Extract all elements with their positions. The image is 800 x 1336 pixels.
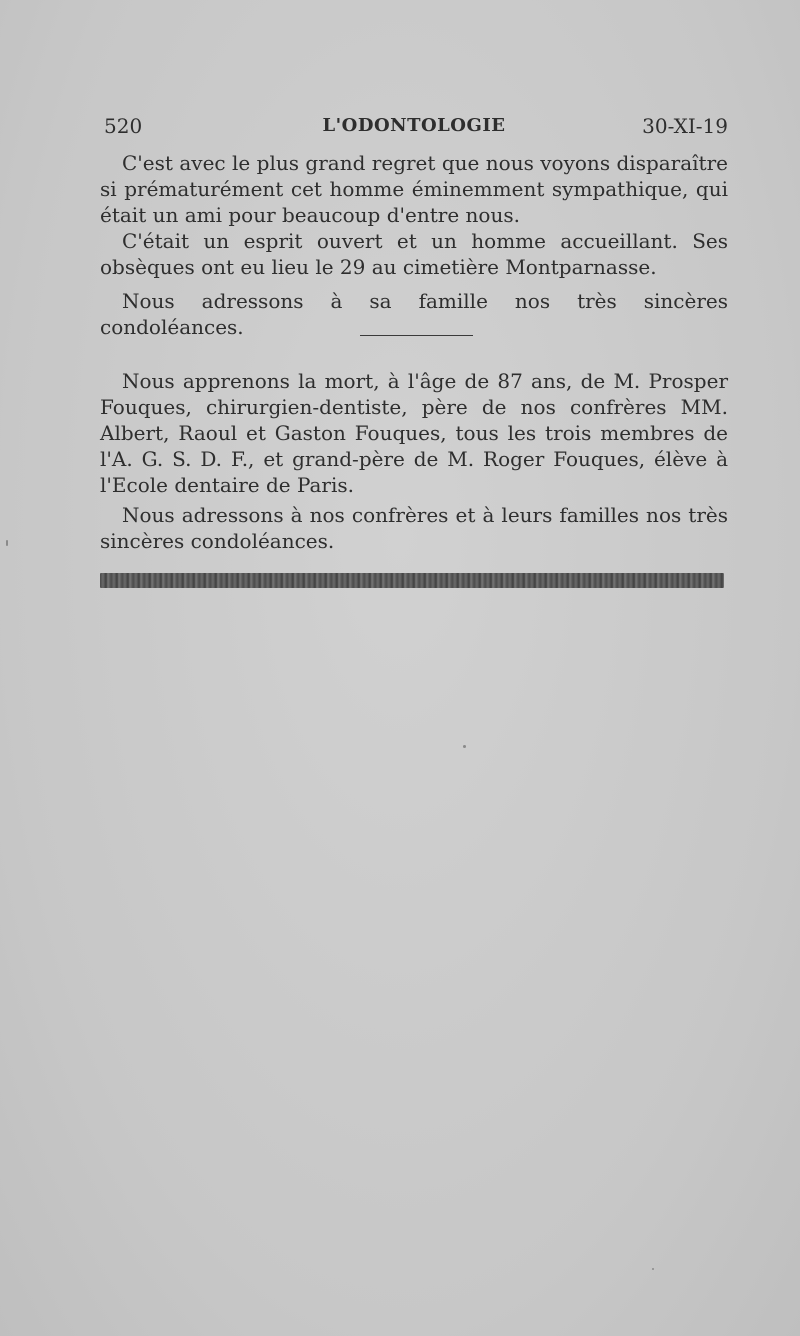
obituary-one <box>100 150 728 340</box>
section-separator-rule <box>360 335 473 336</box>
obituary-two <box>100 368 728 554</box>
paper-speck <box>652 1268 654 1270</box>
journal-title: L'ODONTOLOGIE <box>322 115 506 136</box>
ornamental-end-band <box>100 573 724 588</box>
paragraph: Nous adressons à sa famille nos très sincères condoléances. <box>100 289 728 339</box>
page-number: 520 <box>104 114 143 138</box>
paragraph: C'était un esprit ouvert et un homme accueillant. Ses obsèques ont eu lieu le 29 au cimetière Montparnasse. <box>100 229 728 279</box>
paragraph: C'est avec le plus grand regret que nous voyons disparaître si prématurément cet homme éminemment sympathique, qui était un ami pour beaucoup d'entre nous. <box>100 151 728 227</box>
paragraph: Nous apprenons la mort, à l'âge de 87 ans, de M. Prosper Fouques, chirurgien-dentiste, père de nos confrères MM. Albert, Raoul et Gaston Fouques, tous les trois membres de l'A. G. S. D. F., et grand-père de M. Roger Fouques, élève à l'Ecole dentaire de Paris. <box>100 369 728 497</box>
paper-speck <box>463 745 466 748</box>
issue-date: 30-XI-19 <box>642 114 728 138</box>
running-head <box>100 114 728 142</box>
paper-speck <box>6 540 8 546</box>
paragraph: Nous adressons à nos confrères et à leurs familles nos très sincères condoléances. <box>100 503 728 553</box>
